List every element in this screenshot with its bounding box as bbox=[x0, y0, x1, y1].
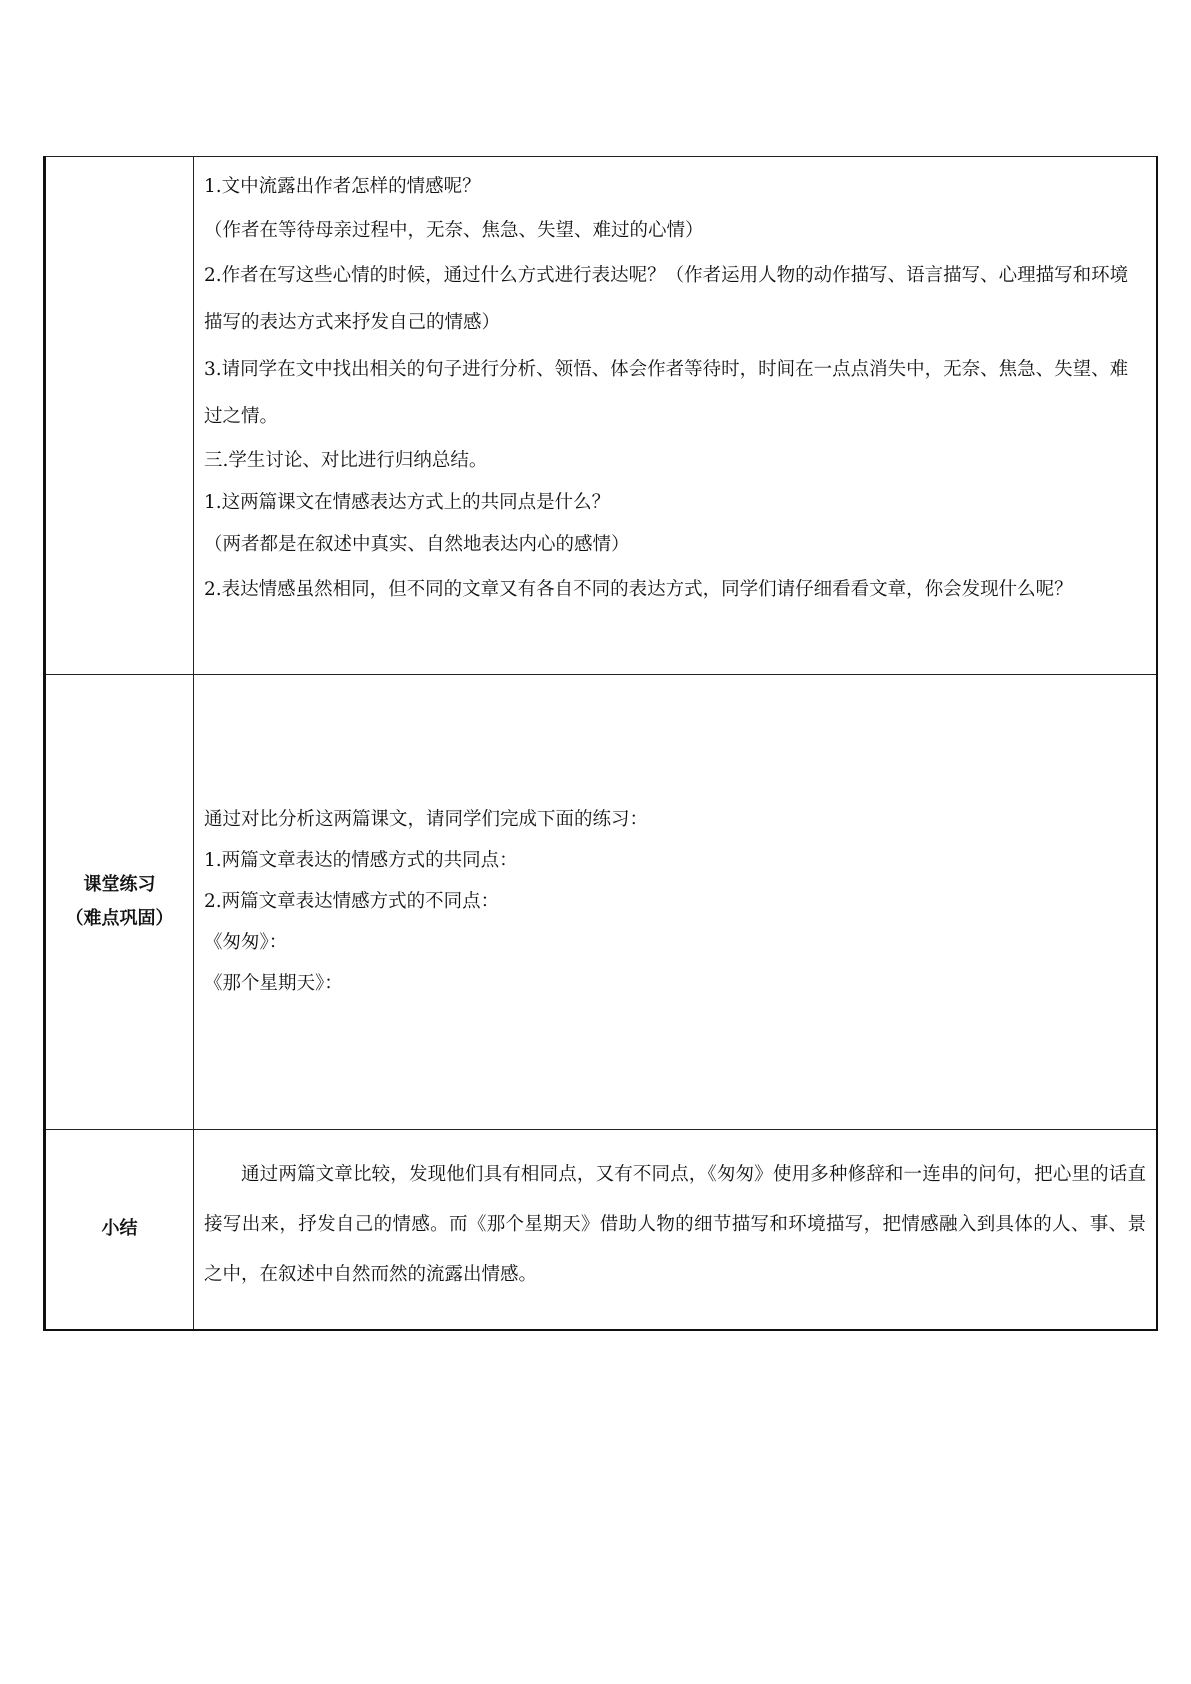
process-paragraph: 1.这两篇课文在情感表达方式上的共同点是什么？ bbox=[204, 492, 611, 513]
summary-label-cell bbox=[45, 1130, 194, 1330]
process-content-cell bbox=[194, 157, 1158, 675]
practice-paragraph: 1.两篇文章表达的情感方式的共同点： bbox=[204, 850, 518, 871]
process-label-cell bbox=[45, 157, 194, 675]
process-paragraph: 2.表达情感虽然相同，但不同的文章又有各自不同的表达方式，同学们请仔细看看文章，你会发现什么呢？ bbox=[204, 579, 1073, 600]
process-row bbox=[45, 157, 1158, 675]
lesson-plan-table bbox=[43, 156, 1158, 1331]
process-paragraph: 1.文中流露出作者怎样的情感呢？ bbox=[204, 176, 481, 197]
process-paragraph: 三.学生讨论、对比进行归纳总结。 bbox=[204, 450, 488, 471]
practice-paragraph: 《匆匆》： bbox=[204, 932, 288, 953]
summary-row bbox=[45, 1130, 1158, 1330]
process-paragraph: 2.作者在写这些心情的时候，通过什么方式进行表达呢？（作者运用人物的动作描写、语言描写、心理描写和环境描写的表达方式来抒发自己的情感） bbox=[204, 265, 1129, 333]
summary-content-cell bbox=[194, 1130, 1158, 1330]
summary-label: 小结 bbox=[101, 1218, 138, 1240]
practice-label-cell bbox=[45, 675, 194, 1130]
practice-content-cell bbox=[194, 675, 1158, 1130]
practice-label: 课堂练习 bbox=[83, 874, 156, 895]
process-paragraph: 3.请同学在文中找出相关的句子进行分析、领悟、体会作者等待时，时间在一点点消失中，无奈、焦急、失望、难过之情。 bbox=[204, 359, 1129, 427]
summary-paragraph: 通过两篇文章比较，发现他们具有相同点，又有不同点，《匆匆》使用多种修辞和一连串的问句，把心里的话直接写出来，抒发自己的情感。而《那个星期天》借助人物的细节描写和环境描写，把情感融入到具体的人、事、景之中，在叙述中自然而然的流露出情感。 bbox=[204, 1164, 1146, 1285]
practice-paragraph: 通过对比分析这两篇课文，请同学们完成下面的练习： bbox=[204, 809, 649, 830]
practice-row bbox=[45, 675, 1158, 1130]
practice-paragraph: 《那个星期天》： bbox=[204, 973, 343, 994]
process-paragraph: （两者都是在叙述中真实、自然地表达内心的感情） bbox=[204, 534, 630, 555]
practice-paragraph: 2.两篇文章表达情感方式的不同点： bbox=[204, 891, 500, 912]
practice-sublabel: （难点巩固） bbox=[65, 908, 174, 929]
process-paragraph: （作者在等待母亲过程中，无奈、焦急、失望、难过的心情） bbox=[204, 220, 704, 241]
